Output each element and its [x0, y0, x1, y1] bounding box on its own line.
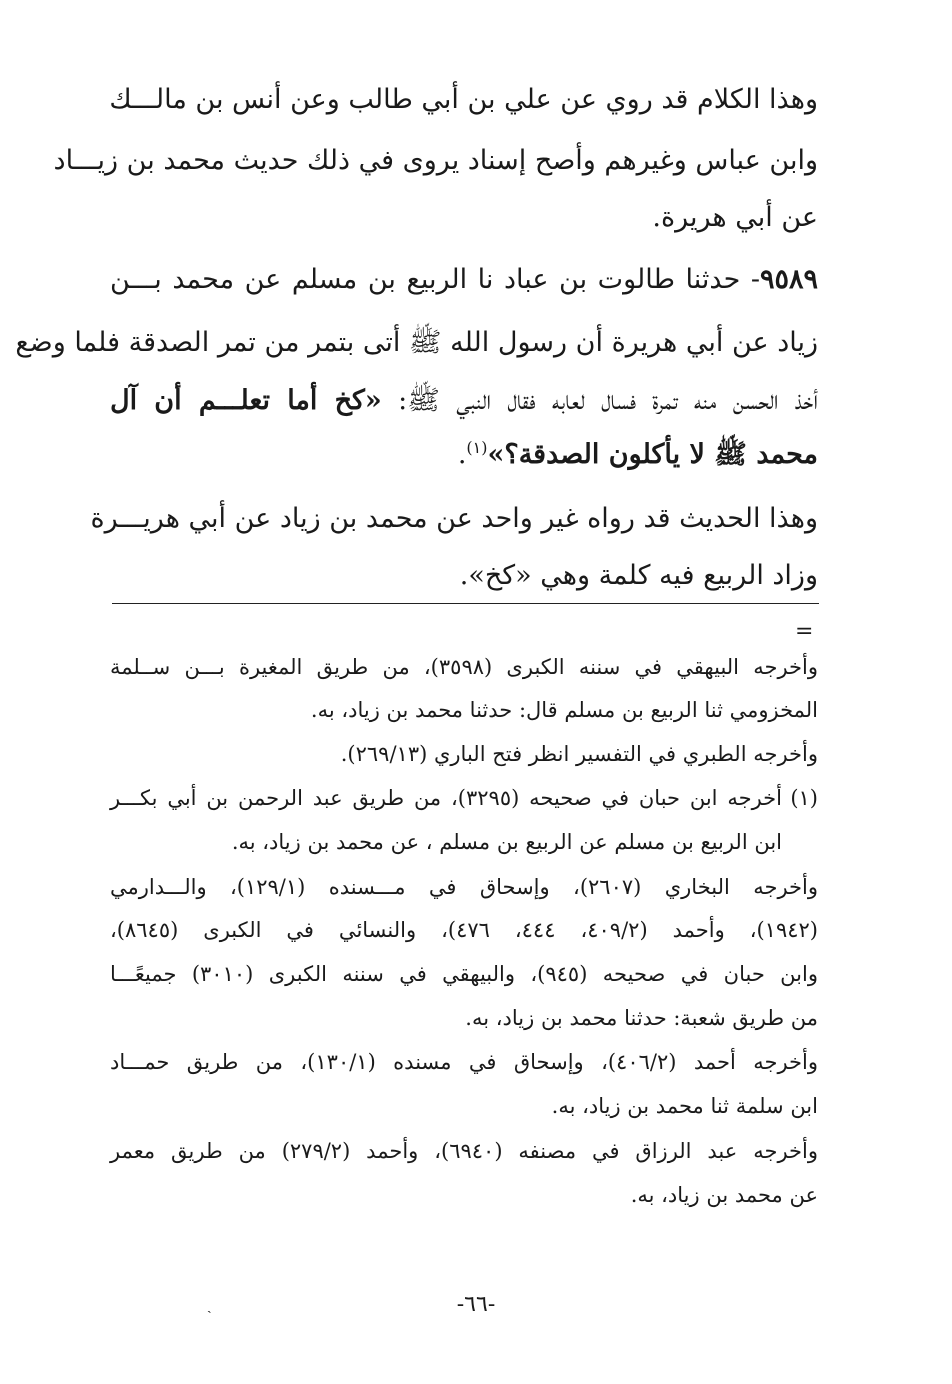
main-text-line: وابن عباس وغيرهم وأصح إسناد يروى في ذلك حديث محمد بن زيـــاد [53, 145, 818, 176]
hadith-isnad-start: - حدثنا طالوت بن عباد نا الربيع بن مسلم عن محمد بـــن [110, 264, 760, 295]
hadith-number: ٩٥٨٩ [759, 264, 818, 295]
main-text-line: وزاد الربيع فيه كلمة وهي «كخ». [459, 560, 818, 591]
prophet-quote: «كخ أما تعلـــم أن آل [110, 385, 382, 416]
footnote-line: وأخرجه البيهقي في سننه الكبرى (٣٥٩٨)، من طريق المغيرة بـــن ســلمة [110, 655, 819, 679]
footnote-number: (١) [790, 786, 818, 810]
footnote-line: عن محمد بن زياد، به. [630, 1183, 818, 1207]
narration-text: أخذ الحسن منه تمرة فسال لعابه فقال النبي ﷺ: [381, 385, 819, 416]
footnote-line: وأخرجه الطبري في التفسير انظر فتح الباري (٢٦٩/١٣). [340, 742, 818, 766]
main-text-line: زياد عن أبي هريرة أن رسول الله ﷺ أتى بتمر من تمر الصدقة فلما وضع [15, 327, 818, 358]
main-text-line [458, 437, 818, 477]
footnote-line: (١٩٤٢)، وأحمد (٤٠٩/٢، ٤٤٤، ٤٧٦)، والنسائي في الكبرى (٨٦٤٥)، [110, 918, 818, 942]
footnote-line: ابن الربيع بن مسلم عن الربيع بن مسلم ، عن محمد بن زياد، به. [231, 830, 782, 854]
hadith-heading-line [110, 264, 818, 295]
main-text-line [110, 383, 818, 423]
footnote-line: المخزومي ثنا الربيع بن مسلم قال: حدثنا محمد بن زياد، به. [310, 698, 818, 722]
main-text-line: وهذا الكلام قد روي عن علي بن أبي طالب وعن أنس بن مالـــك [109, 84, 818, 115]
footnote-line: من طريق شعبة: حدثنا محمد بن زياد، به. [465, 1006, 818, 1030]
print-speck: ˎ [207, 1298, 212, 1314]
page-number: -٦٦- [456, 1292, 496, 1317]
main-text-line: وهذا الحديث قد رواه غير واحد عن محمد بن زياد عن أبي هريـــرة [90, 503, 818, 534]
footnote-continuation-mark: = [795, 619, 814, 644]
footnote-separator [112, 603, 819, 604]
main-text-line: عن أبي هريرة. [652, 202, 818, 233]
footnote-line: أخرجه ابن حبان في صحيحه (٣٢٩٥)، من طريق عبد الرحمن بن أبي بكـــر [110, 786, 782, 810]
footnote-line: ابن سلمة ثنا محمد بن زياد، به. [551, 1094, 818, 1118]
footnote-ref: (١) [466, 438, 488, 457]
footnote-line: وابن حبان في صحيحه (٩٤٥)، والبيهقي في سننه الكبرى (٣٠١٠) جميعًـــا [110, 962, 818, 986]
prophet-quote-end: محمد ﷺ لا يأكلون الصدقة؟» [487, 439, 818, 470]
footnote-line: وأخرجه البخاري (٢٦٠٧)، وإسحاق في مـــسنده (١٢٩/١)، والـــدارمي [110, 875, 818, 899]
full-stop: . [457, 439, 467, 470]
footnote-line: وأخرجه أحمد (٤٠٦/٢)، وإسحاق في مسنده (١٣٠/١)، من طريق حمـــاد [110, 1050, 818, 1074]
footnote-line: وأخرجه عبد الرزاق في مصنفه (٦٩٤٠)، وأحمد (٢٧٩/٢) من طريق معمر [110, 1139, 818, 1163]
